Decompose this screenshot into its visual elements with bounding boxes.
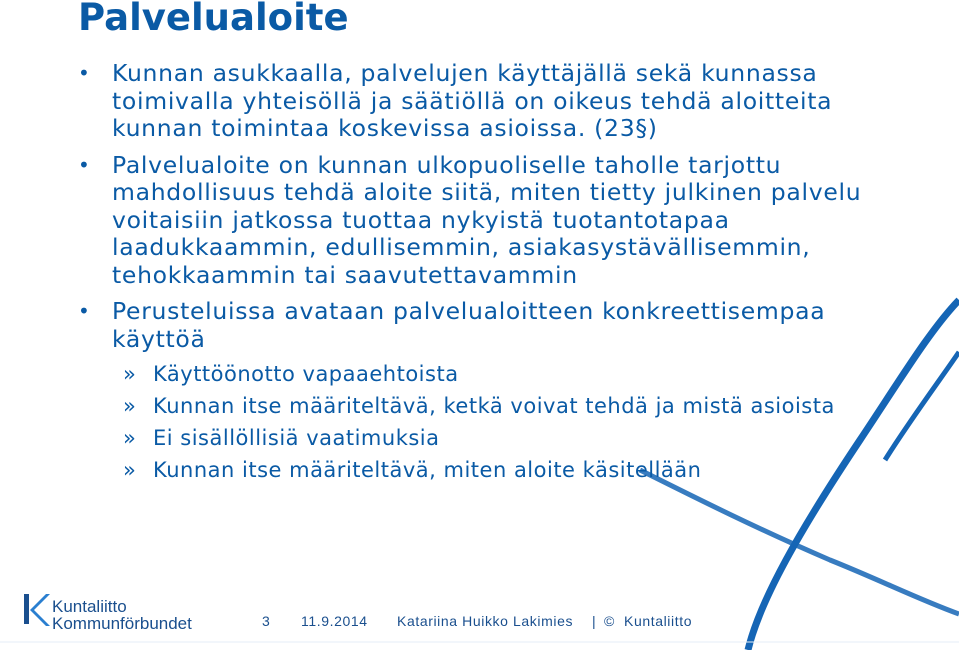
logo-line-1: Kuntaliitto (52, 597, 127, 616)
bullet-dot-icon: • (78, 152, 91, 177)
footer-separator: | (592, 613, 597, 629)
sub-bullet-text: Kunnan itse määriteltävä, miten aloite käsitellään (153, 458, 702, 482)
footer-date: 11.9.2014 (301, 613, 368, 629)
bullet-item (78, 298, 878, 353)
sub-bullet-marker: » (123, 362, 137, 386)
bullet-text: Palvelualoite on kunnan ulkopuoliselle taholle tarjottu mahdollisuus tehdä aloite siitä, miten tietty julkinen palvelu voitaisiin jatkossa tuottaa nykyistä tuotantotapaa laadukkaammin, edullisemmin, asiakasystävällisemmin, tehokkaammin tai saavutettavammin (112, 150, 862, 289)
kuntaliitto-logo-icon (22, 592, 50, 628)
bullet-dot-icon: • (78, 61, 91, 85)
bullet-item (78, 152, 878, 290)
logo-text (52, 598, 192, 632)
sub-bullet-text: Ei sisällöllisiä vaatimuksia (153, 426, 440, 450)
footer-organization: Kuntaliitto (624, 613, 693, 629)
sub-bullet-item (78, 362, 878, 387)
sub-bullet-item (78, 426, 878, 451)
bullet-text: Kunnan asukkaalla, palvelujen käyttäjällä sekä kunnassa toimivalla yhteisöllä ja säätiöllä on oikeus tehdä aloitteita kunnan toimintaa koskevissa asioissa. (23§) (112, 59, 833, 142)
sub-bullet-marker: » (123, 394, 137, 418)
footer-author: Katariina Huikko Lakimies (397, 613, 574, 629)
bullet-item (78, 60, 878, 143)
sub-bullet-marker: » (123, 426, 137, 450)
logo-line-2: Kommunförbundet (52, 614, 192, 633)
slide-title: Palvelualoite (78, 0, 349, 39)
bullet-text: Perusteluissa avataan palvelualoitteen konkreettisempaa käyttöä (112, 297, 826, 353)
bullet-list (78, 60, 878, 490)
sub-bullet-item (78, 394, 878, 419)
sub-bullet-marker: » (123, 458, 137, 482)
page-number: 3 (262, 613, 271, 629)
copyright-icon: © (604, 613, 615, 629)
sub-bullet-text: Kunnan itse määriteltävä, ketkä voivat tehdä ja mistä asioista (153, 394, 835, 418)
sub-bullet-text: Käyttöönotto vapaaehtoista (153, 362, 459, 386)
sub-bullet-item (78, 458, 878, 483)
bullet-dot-icon: • (78, 299, 91, 323)
